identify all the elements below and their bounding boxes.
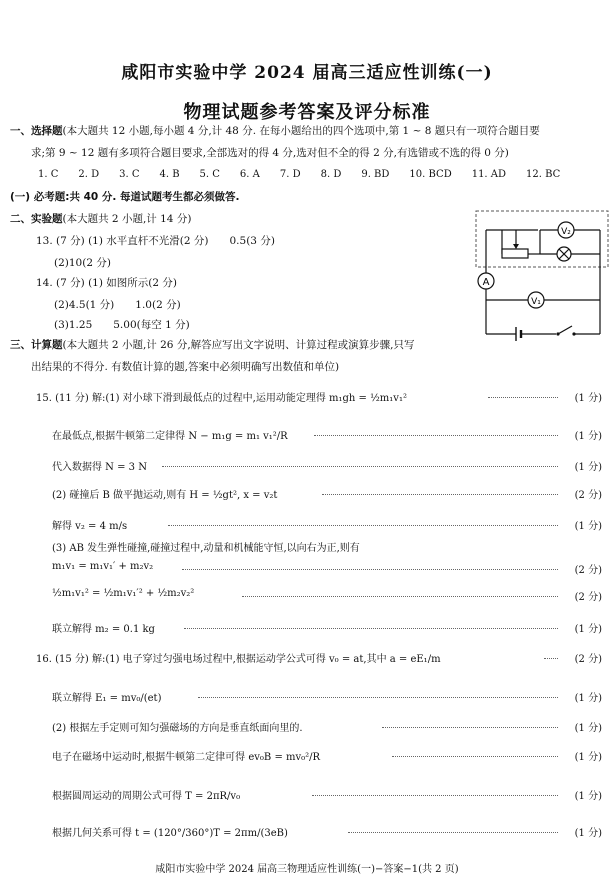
q14-line3: (3)1.25 5.00(每空 1 分) [54,319,190,331]
mc-answers: 1. C 2. D 3. C 4. B 5. C 6. A 7. D 8. D 9. BD 10. BCD 11. AD 12. BC [38,169,561,180]
q15-line1: 15. (11 分) 解:(1) 对小球下滑到最低点的过程中,运用动能定理得 m₁gh = ½m₁v₁² (1 分) [36,389,602,405]
q14-line2: (2)4.5(1 分) 1.0(2 分) [54,299,181,311]
section3-desc-line1: (本大题共 2 小题,计 26 分,解答应写出文字说明、计算过程或演算步骤,只写 [62,339,415,351]
section2-desc: (本大题共 2 小题,计 14 分) [62,213,192,225]
voltmeter2-label: V₂ [561,227,571,237]
q15-line9: 联立解得 m₂ = 0.1 kg (1 分) [52,620,602,636]
dashed-frame [476,211,608,267]
section3-heading: 三、计算题 [10,339,63,351]
section1-line1 [10,124,540,138]
q14-line1: 14. (7 分) (1) 如图所示(2 分) [36,277,178,289]
q13-line2: (2)10(2 分) [54,257,111,269]
q15-line5: 解得 v₂ = 4 m/s (1 分) [52,517,602,533]
q16-line4: 电子在磁场中运动时,根据牛顿第二定律可得 ev₀B = mv₀²/R (1 分) [52,748,602,764]
q16-line2: 联立解得 E₁ = mv₀/(et) (1 分) [52,689,602,705]
section1-desc-line1: (本大题共 12 小题,每小题 4 分,计 48 分. 在每小题给出的四个选项中,第 1 ~ 8 题只有一项符合题目要 [62,125,540,137]
section2-line [10,212,191,226]
q15-line2: 在最低点,根据牛顿第二定律得 N − m₁g = m₁ v₁²/R (1 分) [52,427,602,443]
section1-heading: 一、选择题 [10,125,63,137]
section2-heading: 二、实验题 [10,213,63,225]
q15-line3: 代入数据得 N = 3 N (1 分) [52,458,602,474]
page-footer: 咸阳市实验中学 2024 届高三物理适应性训练(一)−答案−1(共 2 页) [155,864,459,875]
ammeter-label: A [482,277,490,288]
section1-desc-line2: 求;第 9 ~ 12 题有多项符合题目要求,全部选对的得 4 分,选对但不全的得 2 分,有选错或不选的得 0 分) [31,147,509,159]
section3-line1 [10,338,415,352]
q15-line6: (3) AB 发生弹性碰撞,碰撞过程中,动量和机械能守恒,以向右为正,则有 [52,543,360,554]
q16-line5: 根据圆周运动的周期公式可得 T = 2πR/v₀ (1 分) [52,787,602,803]
rheostat [502,249,528,258]
q16-line1: 16. (15 分) 解:(1) 电子穿过匀强电场过程中,根据运动学公式可得 v₀ = at,其中 a = eE₁/m (2 分) [36,650,602,666]
section3-desc-line2: 出结果的不得分. 有数值计算的题,答案中必须明确写出数值和单位) [31,361,340,373]
q15-line7: m₁v₁ = m₁v₁′ + m₂v₂ (2 分) [52,561,602,576]
page-title: 咸阳市实验中学 2024 届高三适应性训练(一) [121,63,493,83]
voltmeter1-label: V₁ [531,297,541,307]
q16-line6: 根据几何关系可得 t = (120°/360°)T = 2πm/(3eB) (1 分) [52,824,602,840]
page-subtitle: 物理试题参考答案及评分标准 [183,102,431,123]
required-note: (一) 必考题:共 40 分. 每道试题考生都必须做答. [10,191,240,203]
q15-line8: ½m₁v₁² = ½m₁v₁′² + ½m₂v₂² (2 分) [52,588,602,603]
q13-line1: 13. (7 分) (1) 水平直杆不光滑(2 分) 0.5(3 分) [36,235,275,247]
q15-line4: (2) 碰撞后 B 做平抛运动,则有 H = ½gt², x = v₂t (2 分) [52,486,602,502]
q16-line3: (2) 根据左手定则可知匀强磁场的方向是垂直纸面向里的. (1 分) [52,719,602,735]
circuit-diagram [472,208,612,344]
